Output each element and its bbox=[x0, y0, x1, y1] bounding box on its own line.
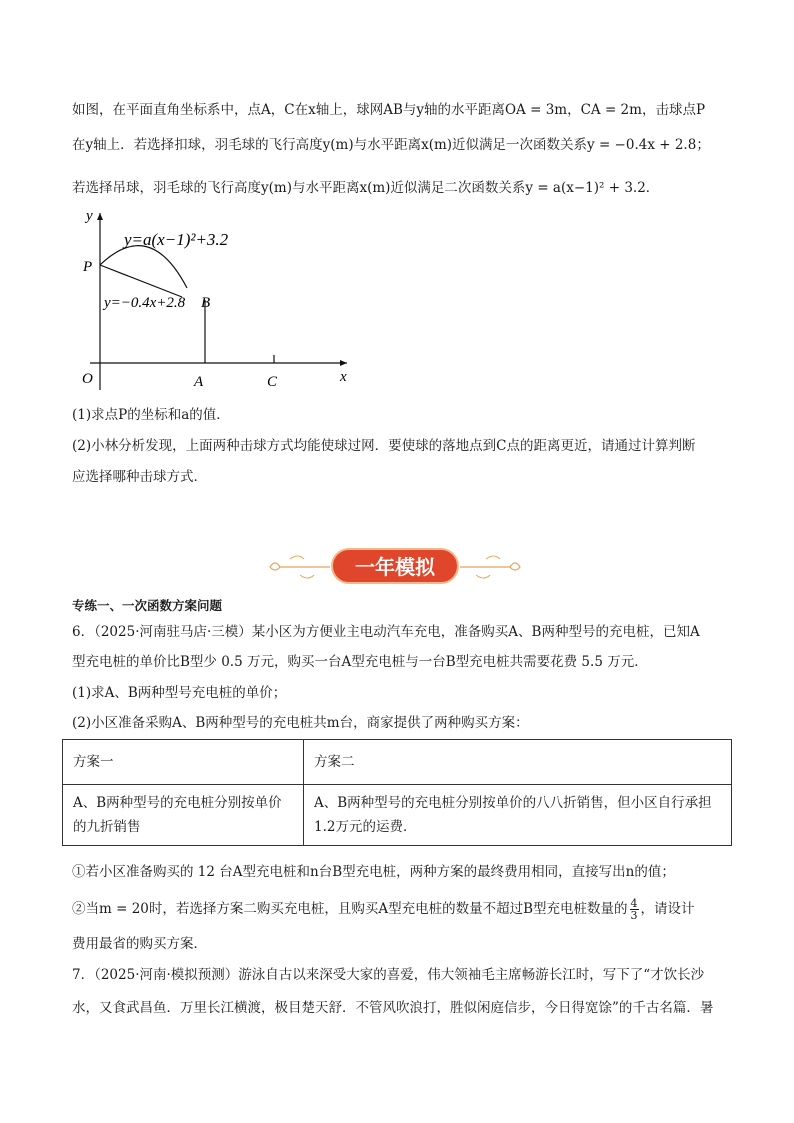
table-row bbox=[63, 740, 732, 785]
plan-table bbox=[62, 739, 732, 846]
x-axis-arrow bbox=[340, 360, 347, 366]
q6-sub2-line1 bbox=[72, 898, 738, 921]
label-A: A bbox=[194, 374, 204, 390]
y-axis-arrow bbox=[97, 213, 103, 220]
fraction-four-thirds bbox=[630, 898, 639, 921]
q7-line-1: 7．（2025·河南·模拟预测）游泳自古以来深受大家的喜爱，伟大领袖毛主席畅游长江时，写下了“才饮长沙 bbox=[72, 967, 705, 983]
table-row bbox=[63, 785, 732, 846]
table-cell-1: A、B两种型号的充电桩分别按单价的九折销售 bbox=[63, 785, 304, 846]
q6-sub2-text-b: ，请设计 bbox=[640, 901, 695, 917]
q6-sub1: ①若小区准备购买的 12 台A型充电桩和n台B型充电桩，两种方案的最终费用相同，直接写出n的值； bbox=[72, 864, 675, 880]
q6-sub2-line2: 费用最省的购买方案． bbox=[72, 936, 207, 952]
q6-line-1: 6．（2025·河南驻马店·三模）某小区为方便业主电动汽车充电，准备购买A、B两种型号的充电桩，已知A bbox=[72, 624, 700, 640]
q5-part2-line1: (2)小林分析发现，上面两种击球方式均能使球过网．要使球的落地点到C点的距离更近，请通过计算判断 bbox=[72, 438, 696, 454]
fraction-numerator: 4 bbox=[630, 897, 638, 910]
label-y: y bbox=[86, 208, 93, 224]
table-cell-2: A、B两种型号的充电桩分别按单价的八八折销售，但小区自行承担1.2万元的运费． bbox=[304, 785, 732, 846]
table-header-1: 方案一 bbox=[63, 740, 304, 785]
q6-line-2: 型充电桩的单价比B型少 0.5 万元，购买一台A型充电桩与一台B型充电桩共需要花费 5.5 万元． bbox=[72, 654, 648, 670]
intro-line-2: 在y轴上．若选择扣球，羽毛球的飞行高度y(m)与水平距离x(m)近似满足一次函数关系y = −0.4x + 2.8； bbox=[72, 137, 710, 153]
table-header-2: 方案二 bbox=[304, 740, 732, 785]
label-B: B bbox=[201, 295, 211, 311]
q7-line-2: 水，又食武昌鱼．万里长江横渡，极目楚天舒．不管风吹浪打，胜似闲庭信步，今日得宽馀”的千古名篇．暑 bbox=[72, 1000, 714, 1016]
label-O: O bbox=[82, 371, 93, 387]
function-graph bbox=[72, 205, 362, 395]
section-title: 专练一、一次函数方案问题 bbox=[72, 598, 223, 613]
q6-sub2-text-a: ②当m = 20时，若选择方案二购买充电桩，且购买A型充电桩的数量不超过B型充电桩数量的 bbox=[72, 901, 628, 917]
intro-line-3: 若选择吊球，羽毛球的飞行高度y(m)与水平距离x(m)近似满足二次函数关系y = a(x−1)² + 3.2． bbox=[72, 180, 660, 196]
label-P: P bbox=[83, 259, 93, 275]
equation-linear: y=−0.4x+2.8 bbox=[104, 295, 186, 311]
q6-part1: (1)求A、B两种型号充电桩的单价； bbox=[72, 685, 287, 701]
section-banner bbox=[260, 545, 530, 585]
q5-part2-line2: 应选择哪种击球方式． bbox=[72, 469, 207, 485]
equation-quadratic: y=a(x−1)²+3.2 bbox=[124, 230, 229, 249]
label-x: x bbox=[340, 369, 347, 385]
banner-title: 一年模拟 bbox=[355, 555, 435, 579]
intro-line-1: 如图，在平面直角坐标系中，点A，C在x轴上，球网AB与y轴的水平距离OA = 3m，CA = 2m，击球点P bbox=[72, 102, 706, 118]
fraction-denominator: 3 bbox=[630, 909, 638, 922]
q6-part2: (2)小区准备采购A、B两种型号的充电桩共m台，商家提供了两种购买方案： bbox=[72, 715, 529, 731]
linear-trajectory bbox=[100, 265, 182, 297]
label-C: C bbox=[267, 374, 278, 390]
q5-part1: (1)求点P的坐标和a的值． bbox=[72, 407, 230, 423]
